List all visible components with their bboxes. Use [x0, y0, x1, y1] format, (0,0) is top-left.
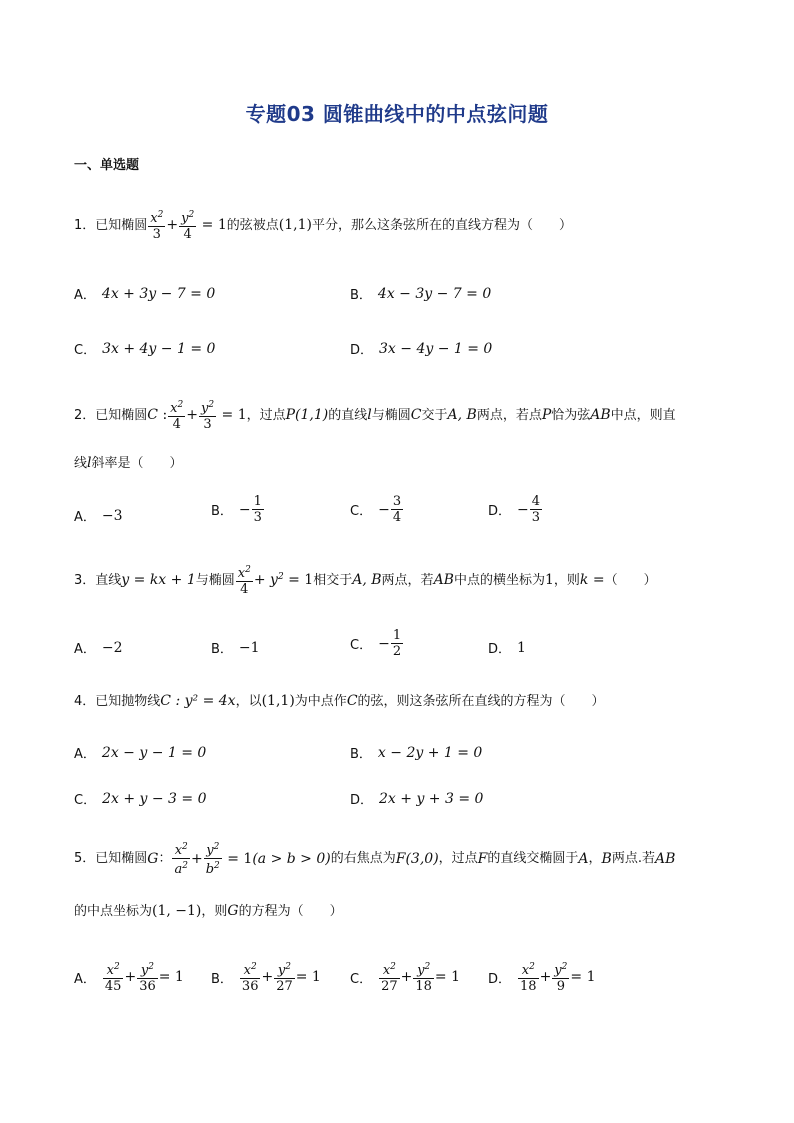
- q1-option-a[interactable]: A． 4x + 3y − 7 = 0: [74, 285, 216, 303]
- q2-frac-y: $\frac{y^2}{3}$: [200, 400, 215, 432]
- q5-option-b[interactable]: B． $\frac{x^2}{36}$ + $\frac{y^2}{27}$ = 1: [211, 962, 321, 994]
- q5-option-c[interactable]: C． $\frac{x^2}{27}$ + $\frac{y^2}{18}$ = 1: [350, 962, 460, 994]
- q1-option-d[interactable]: D． 3x − 4y − 1 = 0: [350, 340, 493, 358]
- question-2-stem: 2．已知椭圆 C : $\frac{x^2}{4}$ + $\frac{y^2}{3}$ = 1 ，过点 P(1,1) 的直线 l 与椭圆 C 交于 A, B 两点，若点 P 恰为弦 AB 中点，则直: [74, 400, 676, 432]
- question-5-stem: 5．已知椭圆 G ： $\frac{x^2}{a^2}$ + $\frac{y^2}{b^2}$ = 1 (a > b > 0) 的右焦点为 F(3,0) ，过点 F 的直线交椭圆于 A ， B 两点.若 AB: [74, 842, 676, 877]
- q2-option-a[interactable]: A． −3: [74, 507, 123, 525]
- q5-frac-y: $\frac{y^2}{b^2}$: [205, 842, 220, 877]
- q5-option-a[interactable]: A． $\frac{x^2}{45}$ + $\frac{y^2}{36}$ = 1: [74, 962, 184, 994]
- q3-option-b[interactable]: B． −1: [211, 639, 260, 657]
- q3-line-eq: y = kx + 1: [121, 572, 196, 588]
- q5-frac-x: $\frac{x^2}{a^2}$: [174, 842, 188, 877]
- question-3-stem: 3．直线 y = kx + 1 与椭圆 $\frac{x^2}{4}$ + $y^2$ = 1 相交于 A, B 两点，若 AB 中点的横坐标为 1 ，则 k = （ ）: [74, 565, 657, 597]
- section-heading: 一、单选题: [74, 158, 140, 173]
- q1-option-b[interactable]: B． 4x − 3y − 7 = 0: [350, 285, 492, 303]
- q1-number: 1．已知椭圆: [74, 217, 148, 233]
- q1-frac-x: $\frac{x^2}{3}$: [150, 210, 164, 242]
- q2-option-c[interactable]: C． − $\frac{3}{4}$: [350, 494, 402, 525]
- q1-option-c[interactable]: C． 3x + 4y − 1 = 0: [74, 340, 216, 358]
- question-2-line2: 线l斜率是（ ）: [74, 455, 183, 471]
- q4-option-c[interactable]: C． 2x + y − 3 = 0: [74, 790, 207, 808]
- page-title: 专题03 圆锥曲线中的中点弦问题: [245, 102, 549, 126]
- q3-option-a[interactable]: A． −2: [74, 639, 123, 657]
- q1-frac-y: $\frac{y^2}{4}$: [181, 210, 195, 242]
- q4-option-d[interactable]: D． 2x + y + 3 = 0: [350, 790, 484, 808]
- q3-frac-x: $\frac{x^2}{4}$: [237, 565, 251, 597]
- q4-option-b[interactable]: B． x − 2y + 1 = 0: [350, 744, 483, 762]
- question-5-line2: 的中点坐标为(1, −1)，则G的方程为（ ）: [74, 903, 343, 919]
- q3-option-d[interactable]: D． 1: [488, 639, 526, 657]
- q2-frac-x: $\frac{x^2}{4}$: [170, 400, 184, 432]
- q1-point: (1,1): [278, 217, 312, 233]
- question-1-stem: 1．已知椭圆 $\frac{x^2}{3}$ + $\frac{y^2}{4}$ = 1 的弦被点 (1,1) 平分，那么这条弦所在的直线方程为（ ）: [74, 210, 572, 242]
- q2-option-d[interactable]: D． − $\frac{4}{3}$: [488, 494, 541, 525]
- question-4-stem: 4．已知抛物线C : y² = 4x，以(1,1)为中点作C的弦，则这条弦所在直线的方程为（ ）: [74, 693, 605, 709]
- q2-option-b[interactable]: B． − $\frac{1}{3}$: [211, 494, 262, 525]
- q2-point: P(1,1): [285, 407, 329, 423]
- q5-option-d[interactable]: D． $\frac{x^2}{18}$ + $\frac{y^2}{9}$ = 1: [488, 962, 596, 994]
- q4-option-a[interactable]: A． 2x − y − 1 = 0: [74, 744, 207, 762]
- q4-curve-eq: C : y² = 4x: [160, 693, 236, 709]
- q3-option-c[interactable]: C． − $\frac{1}{2}$: [350, 628, 402, 659]
